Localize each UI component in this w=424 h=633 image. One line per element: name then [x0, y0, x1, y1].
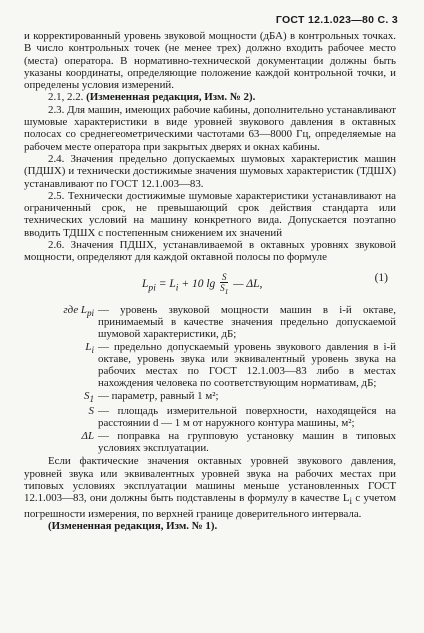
definition-term: где $L_{pi}$ [63, 303, 94, 318]
definition-item [24, 390, 396, 405]
definition-text: — поправка на групповую установку машин в типовых условиях эксплуатации. [98, 429, 396, 455]
paragraph-continuation: и корректированный уровень звуковой мощности (дБА) в контрольных точках. В число контрольных точек (не менее трех) должно входить рабочее место (места) оператора. В нормативно-технической документации должны быть указаны координаты, определяющие положение каждой контрольной точки, и определены условия измерений. [24, 30, 396, 92]
formula-expression: $L_{pi} = L_i + 10$ lg $\frac{S}{S_1}$ — ΔL, [142, 271, 263, 296]
definition-term: S [88, 405, 94, 418]
definition-item [24, 405, 396, 430]
document-body [24, 30, 396, 532]
paragraph-2-6: 2.6. Значения ПДШХ, устанавливаемой в октавных уровнях звуковой мощности, определяют для каждой октавной полосы по формуле [24, 239, 396, 264]
definition-text: — уровень звуковой мощности машин в i-й октаве, принимаемый в качестве значения предельно допускаемой шумовой характеристики, дБ; [98, 303, 396, 341]
formula-number: (1) [374, 271, 388, 284]
definition-term: $L_i$ [85, 340, 94, 355]
paragraph-final: Если фактические значения октавных уровней звукового давления, уровней звука или эквивалентных уровней звука на рабочих местах при типовых условиях эксплуатации машины меньше установленных ГОСТ 12.1.003—83, они должны быть подставлены в формулу в качестве $L_i$ с учетом погрешности измерения, по верхней границе доверительного интервала. [24, 455, 396, 520]
amendment-note: (Измененная редакция, Изм. № 2). [86, 91, 256, 104]
paragraph-2-4: 2.4. Значения предельно допускаемых шумовых характеристик машин (ПДШХ) и технически достижимые значения шумовых характеристик (ТДШХ) устанавливают по ГОСТ 12.1.003—83. [24, 152, 396, 190]
formula-1 [24, 268, 396, 298]
definition-item [24, 304, 396, 341]
page-header: ГОСТ 12.1.023—80 С. 3 [275, 14, 398, 26]
definition-text: — параметр, равный 1 м²; [98, 389, 219, 402]
clause-ref: 2.1, 2.2. [48, 91, 87, 104]
definition-term: ΔL [81, 429, 94, 442]
definitions-list [24, 304, 396, 455]
paragraph-2-1-2-2 [24, 91, 396, 103]
definition-text: — площадь измерительной поверхности, находящейся на расстоянии d — 1 м от наружного контура машины, м²; [98, 405, 396, 430]
paragraph-2-3: 2.3. Для машин, имеющих рабочие кабины, дополнительно устанавливают шумовые характеристики в виде уровней звукового давления в октавных полосах со среднегеометрическими частотами 63—8000 Гц, определяемые на рабочем месте оператора при закрытых дверях и окнах кабины. [24, 103, 396, 153]
definition-text: — предельно допускаемый уровень звукового давления в i-й октаве, уровень звука или эквивалентный уровень звука на рабочих местах по ГОСТ 12.1.003—83 либо в местах нахождения человека по соответствующим нормативам, дБ; [98, 340, 396, 390]
formula-fraction: $\frac{S}{S_1}$ [220, 271, 229, 296]
amendment-note-final: (Измененная редакция, Изм. № 1). [48, 520, 218, 533]
definition-term: $S_1$ [84, 389, 94, 404]
paragraph-2-5: 2.5. Технически достижимые шумовые характеристики устанавливают на ограниченный срок, не превышающий срок действия стандарта или технических условий на машину конкретного вида. Допускается поэтапно вводить ТДШХ с постепенным снижением их значений [24, 189, 396, 239]
definition-item [24, 430, 396, 455]
definition-item [24, 341, 396, 390]
